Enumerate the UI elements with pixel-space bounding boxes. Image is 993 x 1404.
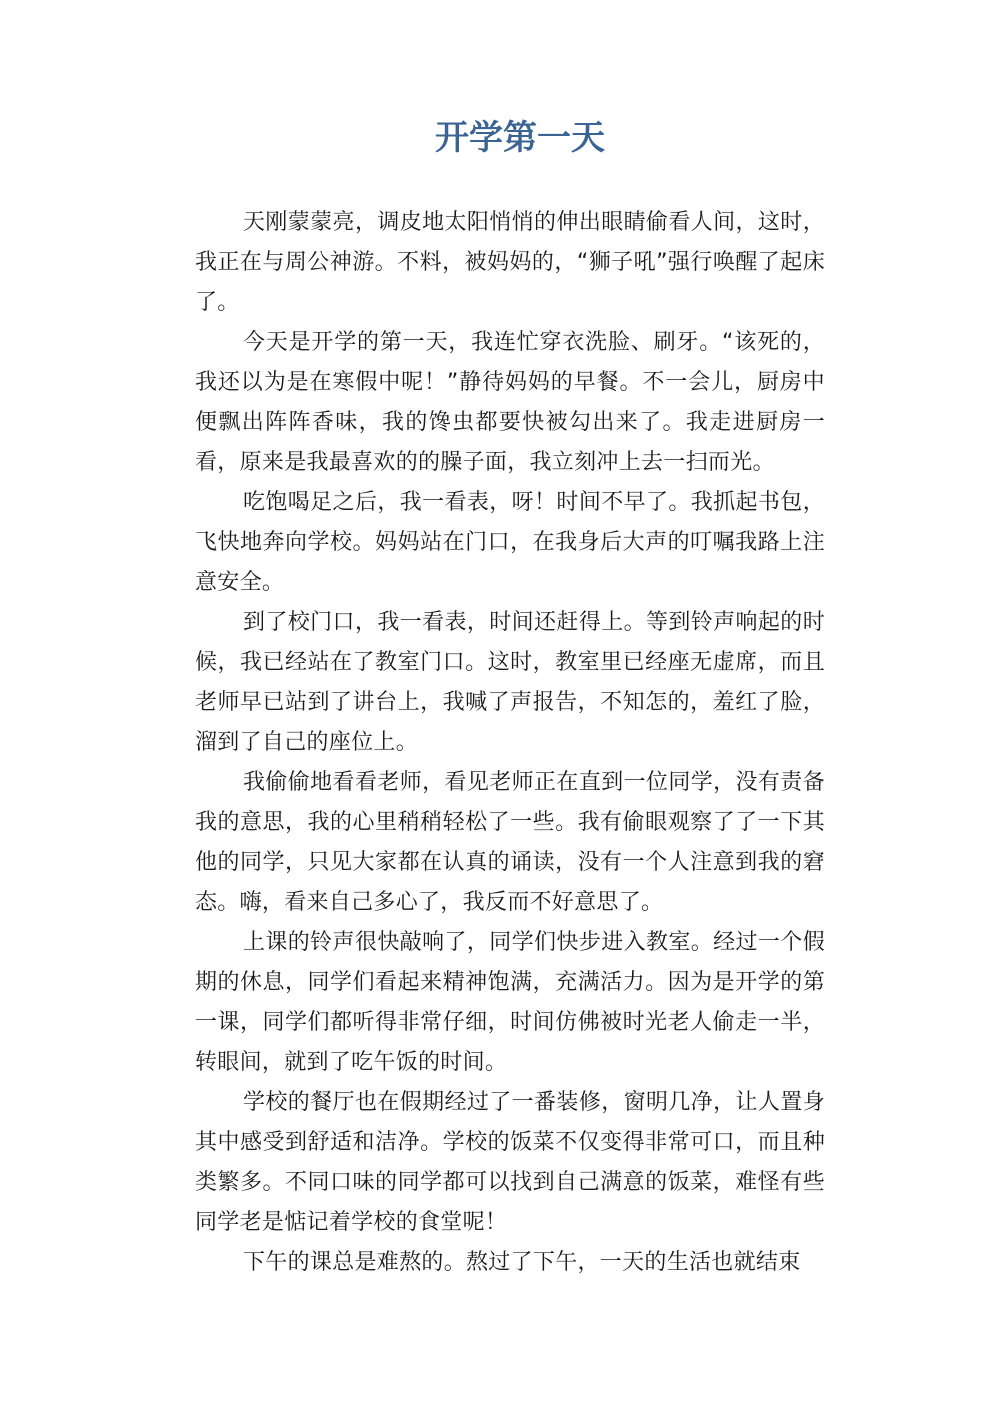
document-body (195, 203, 825, 1283)
paragraph-1: 天刚蒙蒙亮，调皮地太阳悄悄的伸出眼睛偷看人间，这时，我正在与周公神游。不料，被妈妈的，“狮子吼”强行唤醒了起床了。 (195, 210, 825, 315)
paragraph-4: 到了校门口，我一看表，时间还赶得上。等到铃声响起的时候，我已经站在了教室门口。这时，教室里已经座无虚席，而且老师早已站到了讲台上，我喊了声报告，不知怎的，羞红了脸，溜到了自己的座位上。 (195, 610, 825, 755)
paragraph-7: 学校的餐厅也在假期经过了一番装修，窗明几净，让人置身其中感受到舒适和洁净。学校的饭菜不仅变得非常可口，而且种类繁多。不同口味的同学都可以找到自己满意的饭菜，难怪有些同学老是惦记着学校的食堂呢！ (195, 1090, 825, 1235)
paragraph-6: 上课的铃声很快敲响了，同学们快步进入教室。经过一个假期的休息，同学们看起来精神饱满，充满活力。因为是开学的第一课，同学们都听得非常仔细，时间仿佛被时光老人偷走一半，转眼间，就到了吃午饭的时间。 (195, 930, 825, 1075)
paragraph-8: 下午的课总是难熬的。熬过了下午，一天的生活也就结束 (243, 1250, 801, 1275)
paragraph-2: 今天是开学的第一天，我连忙穿衣洗脸、刷牙。“该死的，我还以为是在寒假中呢！”静待妈妈的早餐。不一会儿，厨房中便飘出阵阵香味，我的馋虫都要快被勾出来了。我走进厨房一看，原来是我最喜欢的的臊子面，我立刻冲上去一扫而光。 (195, 330, 825, 475)
paragraph-5: 我偷偷地看看老师，看见老师正在直到一位同学，没有责备我的意思，我的心里稍稍轻松了一些。我有偷眼观察了了一下其他的同学，只见大家都在认真的诵读，没有一个人注意到我的窘态。嗨，看来自己多心了，我反而不好意思了。 (195, 770, 825, 915)
paragraph-3: 吃饱喝足之后，我一看表，呀！时间不早了。我抓起书包，飞快地奔向学校。妈妈站在门口，在我身后大声的叮嘱我路上注意安全。 (195, 490, 825, 595)
document-title: 开学第一天 (435, 118, 605, 158)
